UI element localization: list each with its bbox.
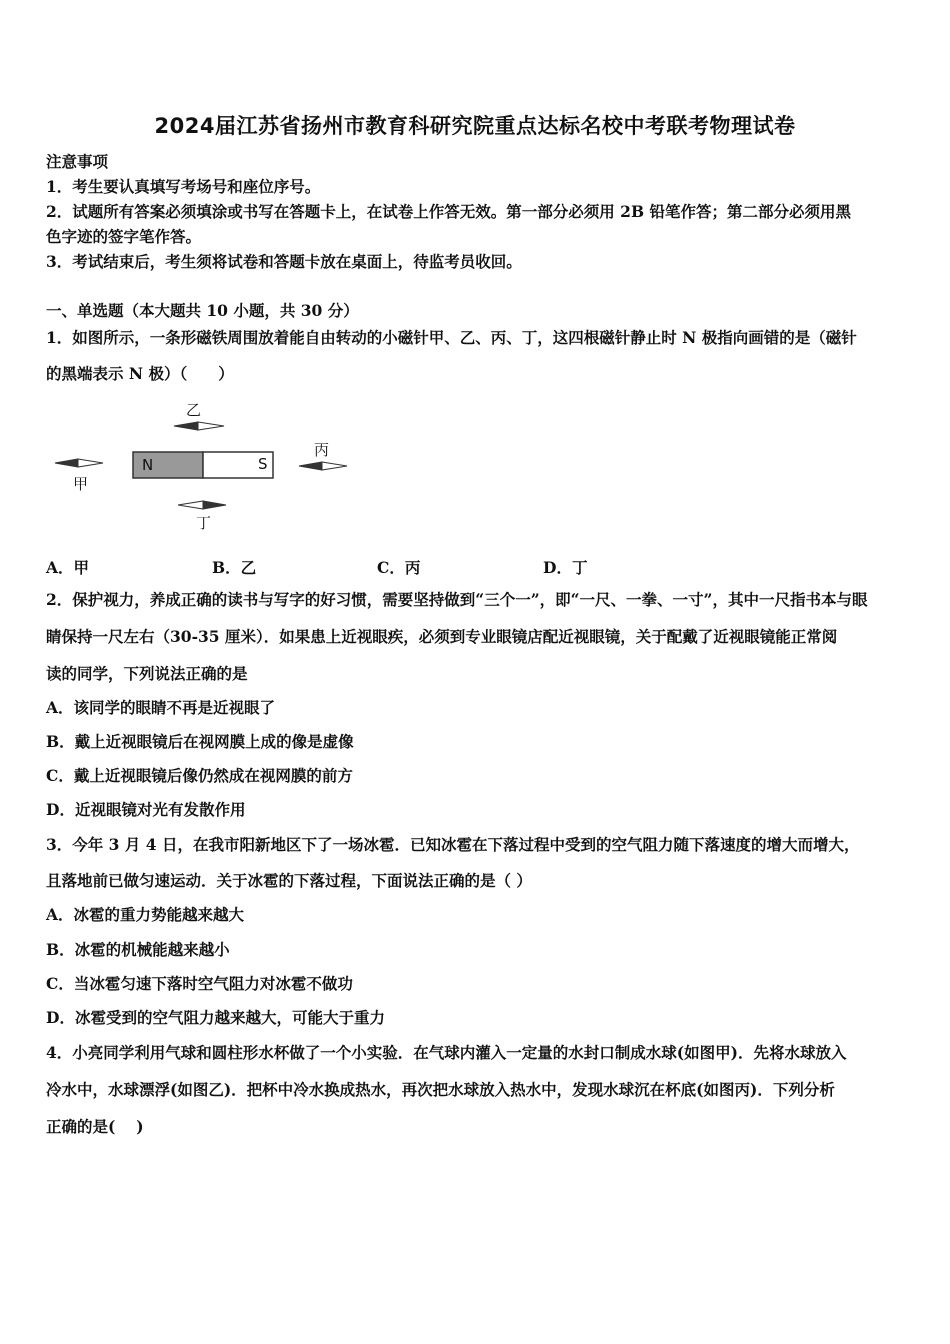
q1-option-c: C．丙 [377, 558, 421, 577]
q4-stem-line-3: 正确的是( ) [46, 1117, 144, 1136]
q1-magnet-figure [46, 395, 366, 535]
q3-option-a: A．冰雹的重力势能越来越大 [46, 905, 245, 924]
notice-item-1: 1．考生要认真填写考场号和座位序号。 [46, 177, 321, 196]
q1-stem-line-1: 1．如图所示，一条形磁铁周围放着能自由转动的小磁针甲、乙、丙、丁，这四根磁针静止时 N 极指向画错的是（磁针 [46, 328, 857, 347]
q2-option-b: B．戴上近视眼镜后在视网膜上成的像是虚像 [46, 732, 354, 751]
needle-yi-label: 乙 [186, 401, 202, 419]
q2-option-a: A．该同学的眼睛不再是近视眼了 [46, 698, 276, 717]
magnet-s-label: S [258, 455, 268, 473]
q4-stem-line-1: 4．小亮同学利用气球和圆柱形水杯做了一个小实验．在气球内灌入一定量的水封口制成水球(如图甲)．先将水球放入 [46, 1043, 847, 1062]
needle-ding-north [203, 501, 226, 509]
needle-bing-north [299, 462, 322, 470]
q2-stem-line-2: 睛保持一尺左右（30-35 厘米）．如果患上近视眼疾，必须到专业眼镜店配近视眼镜，关于配戴了近视眼镜能正常阅 [46, 627, 838, 646]
q2-stem-line-1: 2．保护视力，养成正确的读书与写字的好习惯，需要坚持做到“三个一”，即“一尺、一拳、一寸”，其中一尺指书本与眼 [46, 590, 868, 609]
needle-yi-south [198, 422, 224, 430]
magnet-n-label: N [142, 456, 154, 474]
q3-stem-line-2: 且落地前已做匀速运动．关于冰雹的下落过程，下面说法正确的是（ ） [46, 871, 532, 890]
q1-option-b: B．乙 [212, 558, 257, 577]
notice-item-2: 2．试题所有答案必须填涂或书写在答题卡上，在试卷上作答无效。第一部分必须用 2B 铅笔作答；第二部分必须用黑 [46, 202, 851, 221]
q3-option-c: C．当冰雹匀速下落时空气阻力对冰雹不做功 [46, 974, 353, 993]
notice-item-2-cont: 色字迹的签字笔作答。 [46, 227, 202, 246]
needle-jia-north [55, 459, 78, 467]
needle-yi-north [174, 422, 198, 430]
notice-item-3: 3．考试结束后，考生须将试卷和答题卡放在桌面上，待监考员收回。 [46, 252, 522, 271]
page-title: 2024届江苏省扬州市教育科研究院重点达标名校中考联考物理试卷 [154, 114, 796, 138]
q3-option-d: D．冰雹受到的空气阻力越来越大，可能大于重力 [46, 1008, 385, 1027]
q2-option-d: D．近视眼镜对光有发散作用 [46, 800, 246, 819]
needle-bing-south [322, 462, 347, 470]
q3-option-b: B．冰雹的机械能越来越小 [46, 940, 230, 959]
q1-option-d: D．丁 [543, 558, 588, 577]
notice-heading: 注意事项 [46, 152, 109, 171]
q1-option-a: A．甲 [46, 558, 90, 577]
magnet-diagram [46, 395, 366, 535]
needle-jia-south [78, 459, 103, 467]
needle-jia-label: 甲 [73, 475, 89, 493]
needle-ding-label: 丁 [196, 514, 212, 532]
needle-ding-south [178, 501, 203, 509]
q2-option-c: C．戴上近视眼镜后像仍然成在视网膜的前方 [46, 766, 353, 785]
q1-options [46, 556, 746, 578]
q2-stem-line-3: 读的同学，下列说法正确的是 [46, 664, 248, 683]
needle-bing-label: 丙 [314, 441, 330, 459]
section-heading: 一、单选题（本大题共 10 小题，共 30 分） [46, 301, 359, 320]
q3-stem-line-1: 3．今年 3 月 4 日，在我市阳新地区下了一场冰雹．已知冰雹在下落过程中受到的空气阻力随下落速度的增大而增大， [46, 835, 860, 854]
q4-stem-line-2: 冷水中，水球漂浮(如图乙)．把杯中冷水换成热水，再次把水球放入热水中，发现水球沉在杯底(如图丙)．下列分析 [46, 1080, 835, 1099]
q1-stem-line-2: 的黑端表示 N 极）（ ） [46, 364, 234, 383]
